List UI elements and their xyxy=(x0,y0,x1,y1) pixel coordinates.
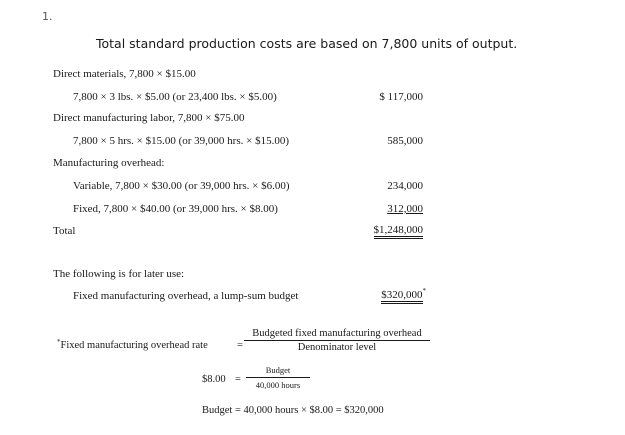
eq2-numerator: Budget xyxy=(246,365,310,378)
rate-label-text: Fixed manufacturing overhead rate xyxy=(60,340,208,351)
dm-amount: $ 117,000 xyxy=(379,91,423,103)
dl-label: Direct manufacturing labor, 7,800 × $75.00 xyxy=(53,112,245,124)
footnote-asterisk: * xyxy=(57,338,61,346)
footnote-rate-label xyxy=(57,340,208,351)
fixed-amount-value: 312,000 xyxy=(387,203,423,215)
rate-numerator: Budgeted fixed manufacturing overhead xyxy=(244,328,430,341)
overhead-label: Manufacturing overhead: xyxy=(53,157,165,169)
budget-line: Budget = 40,000 hours × $8.00 = $320,000 xyxy=(202,405,384,416)
footnote-eq1: = xyxy=(237,340,243,351)
later-amount-value: $320,000 xyxy=(381,289,422,304)
fixed-amount xyxy=(330,203,423,215)
rate-denominator: Denominator level xyxy=(297,342,377,353)
eq2-fraction xyxy=(246,365,310,390)
total-label: Total xyxy=(53,225,76,237)
dl-amount: 585,000 xyxy=(387,135,423,147)
eq2-sign: = xyxy=(235,374,241,385)
variable-detail: Variable, 7,800 × $30.00 (or 39,000 hrs. × $6.00) xyxy=(73,180,290,192)
dm-label: Direct materials, 7,800 × $15.00 xyxy=(53,68,196,80)
total-amount xyxy=(330,224,423,236)
later-heading: The following is for later use: xyxy=(53,268,185,280)
total-amount-value: $1,248,000 xyxy=(374,224,424,239)
fixed-detail: Fixed, 7,800 × $40.00 (or 39,000 hrs. × $8.00) xyxy=(73,203,278,215)
intro-sentence: Total standard production costs are based on 7,800 units of output. xyxy=(96,36,518,51)
rate-fraction xyxy=(244,328,430,353)
later-label: Fixed manufacturing overhead, a lump-sum budget xyxy=(73,290,299,302)
later-asterisk: * xyxy=(422,287,426,295)
dl-detail: 7,800 × 5 hrs. × $15.00 (or 39,000 hrs. × $15.00) xyxy=(73,135,289,147)
eq2-lhs: $8.00 xyxy=(202,374,226,385)
later-amount xyxy=(330,289,426,301)
variable-amount: 234,000 xyxy=(387,180,423,192)
eq2-denominator: 40,000 hours xyxy=(255,380,301,390)
item-number: 1. xyxy=(42,10,53,23)
dm-detail: 7,800 × 3 lbs. × $5.00 (or 23,400 lbs. × $5.00) xyxy=(73,91,277,103)
